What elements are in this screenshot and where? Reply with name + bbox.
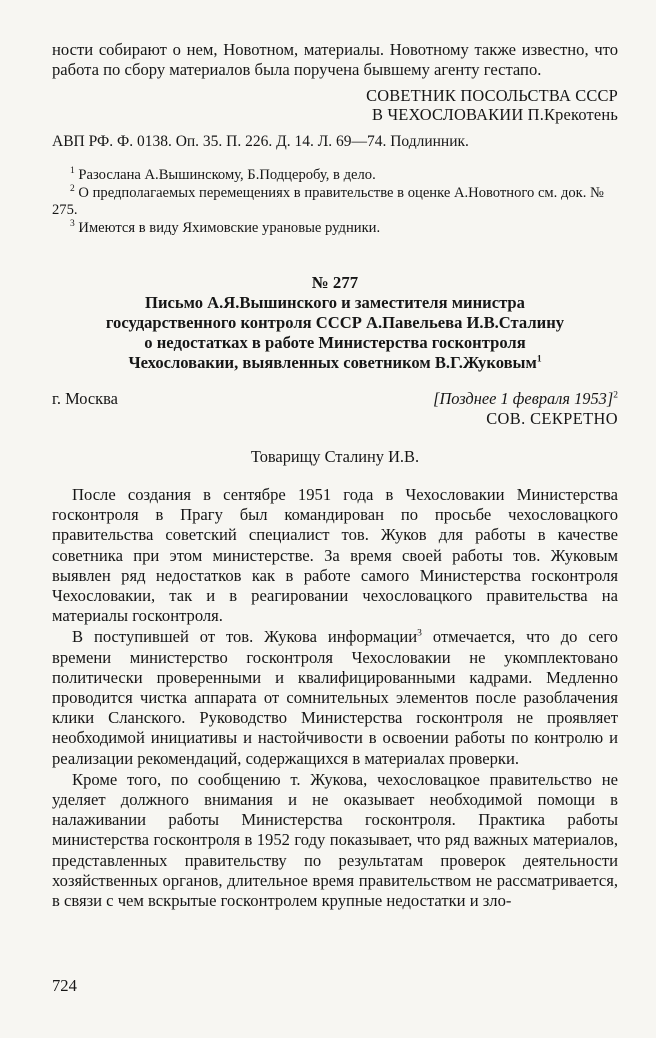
signature-line-1: СОВЕТНИК ПОСОЛЬСТВА СССР: [366, 86, 618, 105]
footnote: [52, 167, 618, 184]
classification-stamp: СОВ. СЕКРЕТНО: [486, 409, 618, 428]
body-text: отмечается, что до сего времени министерство госконтроля Чехословакии не укомплектовано политически проверенными и квалифицированными кадрами. Медленно проводится чистка аппарата от сомнительных элементов после разоблачения клики Сланского. Руководство Министерства госконтроля не проявляет необходимой инициативы и настойчивости в освоении работы по контролю и реализации рекомендаций, содержащихся в материалах проверки.: [52, 627, 618, 768]
footnote: [52, 185, 618, 219]
footnote-text: Имеются в виду Яхимовские урановые рудники.: [78, 220, 381, 236]
title-footnote-marker: 1: [536, 354, 542, 365]
place: г. Москва: [52, 389, 118, 408]
footnote-text: Разослана А.Вышинскому, Б.Подцеробу, в дело.: [78, 167, 376, 183]
date-block: [433, 389, 618, 409]
body-paragraph: [52, 627, 618, 768]
signature-line-2: В ЧЕХОСЛОВАКИИ П.Крекотень: [372, 105, 618, 124]
title-line-text: Чехословакии, выявленных советником В.Г.Жуковым: [128, 353, 537, 372]
place-date-row: [52, 389, 618, 409]
intro-paragraph: ности собирают о нем, Новотном, материалы. Новотному также известно, что работа по сбору материалов была поручена бывшему агенту гестапо.: [52, 40, 618, 79]
page-number: 724: [52, 976, 77, 995]
title-line: [52, 353, 618, 373]
title-line: о недостатках в работе Министерства госконтроля: [144, 333, 526, 352]
letter-body: [52, 485, 618, 911]
archive-source: АВП РФ. Ф. 0138. Оп. 35. П. 226. Д. 14. Л. 69—74. Подлинник.: [52, 133, 469, 150]
date-footnote-marker: 2: [613, 390, 618, 401]
signature-block: [52, 86, 618, 124]
footnote-text: О предполагаемых перемещениях в правительстве в оценке А.Новотного см. док. № 275.: [52, 185, 604, 218]
document-title: [52, 293, 618, 373]
body-paragraph: Кроме того, по сообщению т. Жукова, чехословацкое правительство не уделяет должного внимания и не оказывает необходимой помощи в налаживании работы Министерства госконтроля. Практика работы министерства госконтроля в 1952 году показывает, что ряд важных материалов, представленных правительству по результатам проверок деятельности хозяйственных органов, длительное время правительством не рассматривается, в связи с чем вскрытые госконтролем крупные недостатки и зло-: [52, 769, 618, 911]
body-footnote-marker: 3: [417, 628, 422, 639]
footnote-marker: 2: [70, 184, 75, 195]
footnotes: [52, 167, 618, 237]
document-number: № 277: [311, 273, 359, 292]
footnote-marker: 1: [70, 166, 75, 177]
footnote: [52, 220, 618, 237]
body-text: В поступившей от тов. Жукова информации: [72, 627, 418, 647]
title-line: государственного контроля СССР А.Павельева И.В.Сталину: [105, 313, 565, 332]
addressee: Товарищу Сталину И.В.: [250, 447, 420, 466]
date: [Позднее 1 февраля 1953]: [433, 389, 614, 408]
title-line: Письмо А.Я.Вышинского и заместителя министра: [145, 293, 525, 312]
footnote-marker: 3: [70, 219, 75, 230]
body-paragraph: После создания в сентябре 1951 года в Чехословакии Министерства госконтроля в Прагу был командирован по просьбе чехословацкого правительства советский специалист тов. Жуков для работы в качестве советника при этом министерстве. За время своей работы тов. Жуковым выявлен ряд недостатков как в работе самого Министерства госконтроля Чехословакии, так и в реагировании чехословацкого правительства на материалы госконтроля.: [52, 485, 618, 626]
